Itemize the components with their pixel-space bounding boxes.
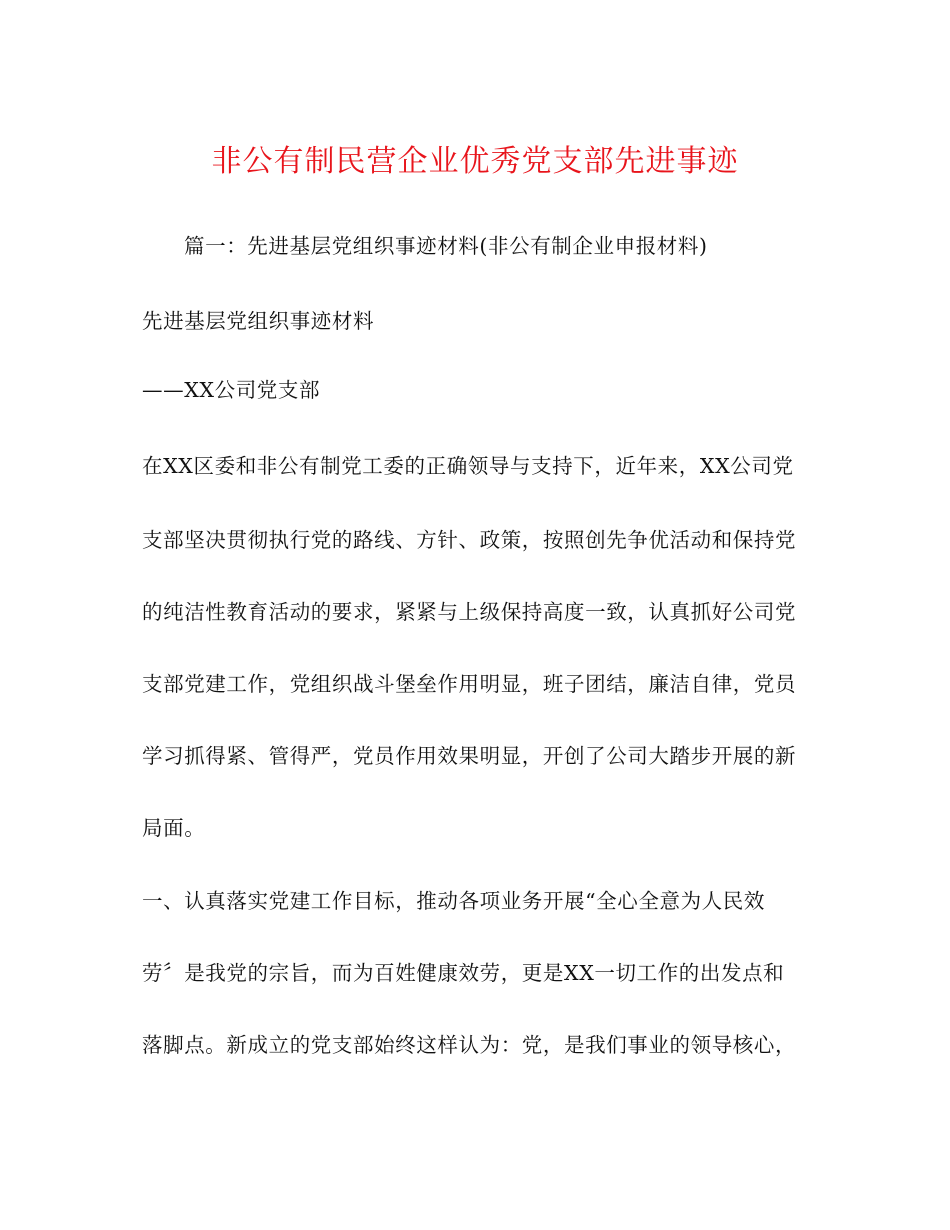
body-line: 局面。: [142, 816, 206, 840]
material-title: 先进基层党组织事迹材料: [142, 309, 375, 333]
body-line: 劳〞是我党的宗旨，而为百姓健康效劳，更是XX一切工作的出发点和: [142, 961, 785, 985]
body-line: 的纯洁性教育活动的要求，紧紧与上级保持高度一致，认真抓好公司党: [142, 600, 797, 624]
organization-name: ——XX公司党支部: [142, 378, 321, 402]
body-line: 支部坚决贯彻执行党的路线、方针、政策，按照创先争优活动和保持党: [142, 528, 797, 552]
section-heading: 篇一：先进基层党组织事迹材料(非公有制企业申报材料): [184, 234, 708, 258]
body-line: 落脚点。新成立的党支部始终这样认为：党，是我们事业的领导核心，: [142, 1033, 797, 1057]
body-line: 在XX区委和非公有制党工委的正确领导与支持下，近年来，XX公司党: [142, 454, 794, 478]
document-title: 非公有制民营企业优秀党支部先进事迹: [211, 144, 739, 179]
body-line: 支部党建工作，党组织战斗堡垒作用明显，班子团结，廉洁自律，党员: [142, 672, 797, 696]
body-line: 学习抓得紧、管得严，党员作用效果明显，开创了公司大踏步开展的新: [142, 744, 797, 768]
body-line: 一、认真落实党建工作目标，推动各项业务开展“全心全意为人民效: [142, 889, 765, 913]
